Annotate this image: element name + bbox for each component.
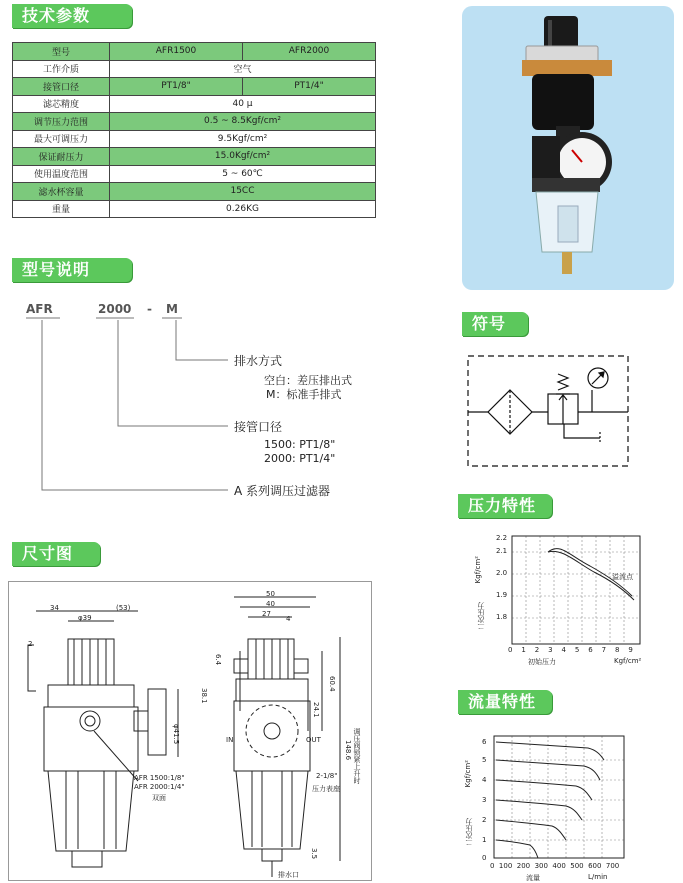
model-drain: M [166, 302, 178, 316]
pressure-ytick: 2.2 [496, 534, 508, 542]
pressure-xunit: Kgf/cm² [614, 657, 642, 665]
pneumatic-symbol [460, 350, 635, 470]
model-dash: - [147, 302, 152, 316]
flow-chart [488, 730, 638, 860]
model-code-lines [0, 0, 460, 520]
pressure-ylabel2: 二次压力 [477, 602, 485, 630]
port-note-2: AFR 2000:1/4" [134, 783, 185, 791]
flow-ytick: 5 [482, 756, 487, 764]
dim-2: 2 [28, 640, 33, 648]
table-row: 型号 AFR1500 AFR2000 [13, 43, 376, 61]
flow-ylabel2: 二次压力 [465, 818, 473, 846]
dim-4: 4 [286, 615, 291, 623]
section-flow: 流量特性 [458, 690, 552, 714]
dim-27: 27 [262, 610, 271, 618]
drain-port: 排水口 [278, 871, 299, 879]
port-option-b: 2000: PT1/4" [264, 452, 336, 465]
table-row: 最大可调压力 9.5Kgf/cm² [13, 130, 376, 148]
table-row: 滤芯精度 40 μ [13, 95, 376, 113]
section-model: 型号说明 [12, 258, 132, 282]
pressure-xlabel: 初始压力 [528, 658, 556, 666]
flow-ytick: 1 [482, 836, 487, 844]
port-title: 接管口径 [234, 420, 283, 434]
dim-604: 60.4 [328, 676, 336, 692]
drain-title: 排水方式 [234, 354, 283, 368]
dim-vertical-note: 调压阀锁紧上升时 [353, 728, 361, 784]
gauge-port: 2-1/8" [316, 772, 338, 780]
flow-xunit: L/min [588, 873, 608, 881]
dimension-drawing-left [8, 581, 188, 881]
pressure-ytick: 2.0 [496, 569, 508, 577]
dim-64: 6.4 [214, 654, 222, 666]
table-row: 使用温度范围 5 ~ 60℃ [13, 165, 376, 183]
flow-ytick: 4 [482, 776, 487, 784]
dim-53: (53) [116, 604, 131, 612]
table-row: 接管口径 PT1/8" PT1/4" [13, 78, 376, 96]
pressure-xticks: 0 1 2 3 4 5 6 7 8 9 [508, 646, 633, 654]
section-pressure: 压力特性 [458, 494, 552, 518]
table-row: 滤水杯容量 15CC [13, 183, 376, 201]
label-out: OUT [306, 736, 321, 744]
flow-xlabel: 流量 [526, 874, 540, 882]
product-photo [462, 6, 674, 290]
drain-option-a: 空白：差压排出式 [264, 374, 352, 387]
model-prefix: AFR [26, 302, 53, 316]
flow-ytick: 0 [482, 854, 487, 862]
series-label: A 系列调压过滤器 [234, 484, 331, 498]
product-photo-panel [462, 6, 674, 290]
flow-ytick: 3 [482, 796, 487, 804]
section-specs: 技术参数 [12, 4, 132, 28]
section-dims: 尺寸图 [12, 542, 100, 566]
table-row: 重量 0.26KG [13, 200, 376, 218]
gauge-port-cn: 压力表座 [312, 785, 340, 793]
section-symbol: 符号 [462, 312, 528, 336]
pressure-ylabel: Kgf/cm² [474, 556, 482, 584]
dim-1486: 148.6 [344, 740, 352, 761]
dim-241: 24.1 [312, 702, 320, 718]
dim-40: 40 [266, 600, 275, 608]
drain-option-b: M：标准手排式 [266, 388, 342, 401]
dimension-drawing-right [200, 581, 372, 881]
table-row: 工作介质 空气 [13, 60, 376, 78]
port-note-1: AFR 1500:1/8" [134, 774, 185, 782]
pressure-annot: 溢流点 [612, 573, 633, 581]
dim-381: 38.1 [200, 688, 208, 704]
dim-50: 50 [266, 590, 275, 598]
label-in: IN [226, 736, 234, 744]
dim-39: φ39 [78, 614, 92, 622]
pressure-chart [490, 532, 650, 652]
dim-35: 3.5 [310, 848, 318, 860]
port-note-3: 双面 [152, 794, 166, 802]
pressure-ytick: 1.8 [496, 613, 508, 621]
dim-415: φ41.5 [172, 724, 180, 745]
pressure-ytick: 1.9 [496, 591, 508, 599]
model-size: 2000 [98, 302, 132, 316]
flow-xticks: 0 100 200 300 400 500 600 700 [490, 862, 620, 870]
port-option-a: 1500: PT1/8" [264, 438, 336, 451]
dim-34: 34 [50, 604, 59, 612]
table-row: 调节压力范围 0.5 ~ 8.5Kgf/cm² [13, 113, 376, 131]
pressure-ytick: 2.1 [496, 547, 508, 555]
flow-ytick: 2 [482, 816, 487, 824]
table-row: 保证耐压力 15.0Kgf/cm² [13, 148, 376, 166]
flow-ylabel: Kgf/cm² [464, 760, 472, 788]
flow-ytick: 6 [482, 738, 487, 746]
